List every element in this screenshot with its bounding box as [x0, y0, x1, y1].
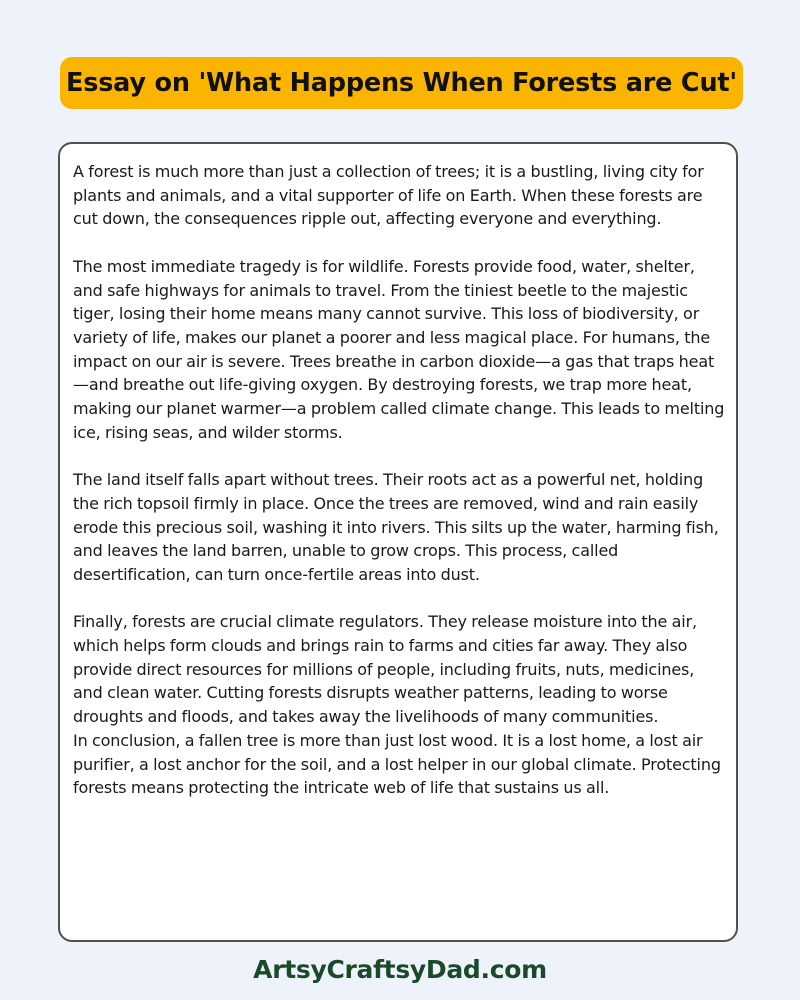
essay-paragraph-5: In conclusion, a fallen tree is more than just lost wood. It is a lost home, a lost air purifier, a lost anchor for the soil, and a lost helper in our global climate. Protecting forests means protecting the intricate web of life that sustains us all.: [73, 730, 721, 798]
page-title: Essay on 'What Happens When Forests are Cut': [66, 68, 737, 98]
essay-paragraph-4: Finally, forests are crucial climate regulators. They release moisture into the air, which helps form clouds and brings rain to farms and cities far away. They also provide direct resources for millions of people, including fruits, nuts, medicines, and clean water. Cutting forests disrupts weather patterns, leading to worse droughts and floods, and takes away the livelihoods of many communities.: [73, 612, 697, 727]
essay-body: [73, 160, 728, 800]
essay-paragraph-3: The land itself falls apart without trees. Their roots act as a powerful net, holding the rich topsoil firmly in place. Once the trees are removed, wind and rain easily erode this precious soil, washing it into rivers. This silts up the water, harming fish, and leaves the land barren, unable to grow crops. This process, called desertification, can turn once-fertile areas into dust.: [73, 470, 719, 584]
essay-paragraph-1: A forest is much more than just a collection of trees; it is a bustling, living city for plants and animals, and a vital supporter of life on Earth. When these forests are cut down, the consequences ripple out, affecting everyone and everything.: [73, 162, 704, 229]
title-banner: [60, 57, 743, 109]
essay-box: [58, 142, 738, 942]
essay-paragraph-2: The most immediate tragedy is for wildlife. Forests provide food, water, shelter, and safe highways for animals to travel. From the tiniest beetle to the majestic tiger, losing their home means many cannot survive. This loss of biodiversity, or variety of life, makes our planet a poorer and less magical place. For humans, the impact on our air is severe. Trees breathe in carbon dioxide—a gas that traps heat—and breathe out life-giving oxygen. By destroying forests, we trap more heat, making our planet warmer—a problem called climate change. This leads to melting ice, rising seas, and wilder storms.: [73, 256, 725, 442]
footer-website: ArtsyCraftsyDad.com: [253, 955, 547, 984]
